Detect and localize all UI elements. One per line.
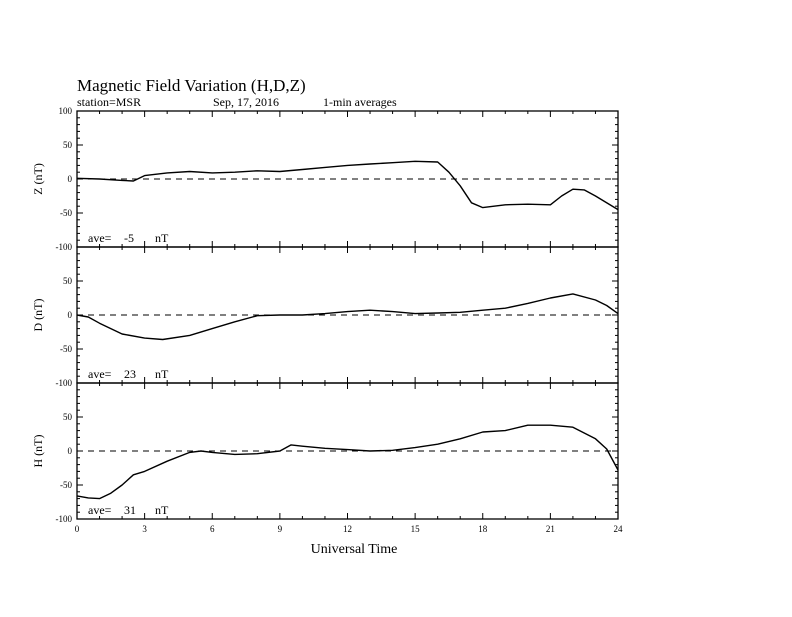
xtick-label: 9 (277, 524, 283, 534)
panel-3-ytick-label: 0 (67, 446, 72, 456)
panel-2-ytick-label: 50 (63, 276, 72, 286)
xtick-label: 3 (142, 524, 147, 534)
panel-1-ytick-label: 0 (67, 174, 72, 184)
xtick-label: 15 (410, 524, 420, 534)
panel-2-ytick-label: -50 (60, 344, 72, 354)
station-label: station=MSR (77, 95, 142, 109)
xtick-label: 21 (545, 524, 555, 534)
panel-3-ave-value: 31 (124, 503, 136, 517)
panel-3-ave-label: ave= (88, 503, 112, 517)
panel-1-ave-label: ave= (88, 231, 112, 245)
xtick-label: 18 (478, 524, 488, 534)
panel-1-ytick-label: -100 (55, 242, 72, 252)
panel-2-ytick-label: -100 (55, 378, 72, 388)
panel-3-ytick-label: -100 (55, 514, 72, 524)
panel-1-ylabel: Z (nT) (31, 163, 45, 195)
panel-3-series-line (77, 425, 618, 498)
panel-2-ytick-label: 0 (67, 310, 72, 320)
panel-3-ytick-label: 50 (63, 412, 72, 422)
xtick-label: 12 (343, 524, 352, 534)
chart-title: Magnetic Field Variation (H,D,Z) (77, 76, 306, 95)
panel-3-ytick-label: -50 (60, 480, 72, 490)
panel-2-series-line (77, 294, 618, 340)
panel-1-ytick-label: 100 (58, 106, 72, 116)
panel-1-series-line (77, 161, 618, 209)
panel-2-ave-unit: nT (155, 367, 169, 381)
panel-2-ave-label: ave= (88, 367, 112, 381)
averaging-label: 1-min averages (323, 95, 397, 109)
panel-1-ave-value: -5 (124, 231, 134, 245)
x-axis-label: Universal Time (310, 542, 398, 557)
xtick-label: 6 (210, 524, 215, 534)
panel-1-ytick-label: -50 (60, 208, 72, 218)
panel-3-ave-unit: nT (155, 503, 169, 517)
panel-2-ave-value: 23 (124, 367, 136, 381)
panel-1-ytick-label: 50 (63, 140, 72, 150)
panel-3-ylabel: H (nT) (31, 434, 45, 468)
xtick-label: 0 (74, 524, 80, 534)
panel-1-ave-unit: nT (155, 231, 169, 245)
panel-2-ylabel: D (nT) (31, 298, 45, 332)
date-label: Sep, 17, 2016 (213, 95, 279, 109)
xtick-label: 24 (613, 524, 623, 534)
